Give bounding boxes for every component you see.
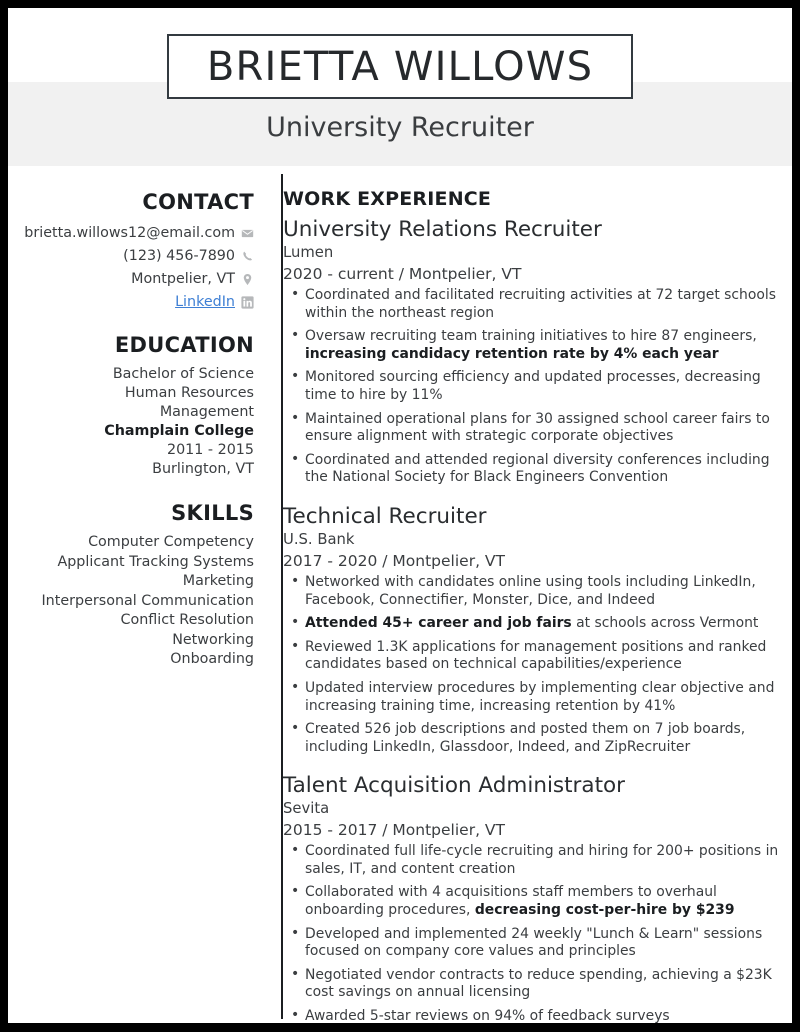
job-title: Technical Recruiter: [283, 503, 487, 529]
job-entry: [283, 503, 792, 756]
job-dates-location: 2017 - 2020 / Montpelier, VT: [283, 551, 505, 570]
job-bullet: • Coordinated and facilitated recruiting activities at 72 target schools within the northeast region: [305, 287, 792, 322]
job-role-subtitle: University Recruiter: [266, 112, 534, 143]
list-item: Marketing: [182, 573, 254, 589]
contact-item-email: [8, 222, 254, 244]
contact-email-text: brietta.willows12@email.com: [24, 225, 235, 241]
linkedin-icon[interactable]: [241, 296, 254, 309]
education-section: [8, 333, 254, 479]
education-school: Champlain College: [104, 423, 254, 439]
column-divider: [281, 174, 283, 1019]
job-bullet: • Oversaw recruiting team training initiatives to hire 87 engineers, increasing candidacy retention rate by 4% each year: [305, 328, 792, 363]
contact-section: [8, 190, 254, 313]
job-bullet-list: [283, 574, 792, 756]
skills-section: [8, 501, 254, 670]
job-dates-location: 2020 - current / Montpelier, VT: [283, 265, 522, 283]
page-title: BRIETTA WILLOWS: [206, 43, 594, 90]
education-dates: 2011 - 2015: [166, 442, 254, 458]
resume-header: [8, 8, 792, 174]
list-item: Applicant Tracking Systems: [57, 553, 254, 570]
list-item: Interpersonal Communication: [41, 592, 254, 609]
resume-body: [8, 174, 792, 1023]
job-company: Lumen: [283, 244, 334, 261]
sidebar: [8, 184, 262, 1023]
job-bullet: • Awarded 5-star reviews on 94% of feedback surveys: [305, 1008, 792, 1023]
job-bullet: • Attended 45+ career and job fairs at schools across Vermont: [305, 615, 792, 633]
job-bullet-list: [283, 287, 792, 487]
job-bullet: • Updated interview procedures by implementing clear objective and increasing training time, increasing retention by 41%: [305, 680, 792, 715]
work-experience-heading: WORK EXPERIENCE: [283, 188, 492, 210]
contact-heading: CONTACT: [142, 190, 254, 214]
skills-heading: SKILLS: [171, 501, 254, 525]
name-box: [167, 34, 633, 99]
education-field-line-1: Human Resources: [124, 385, 254, 401]
job-bullet: • Developed and implemented 24 weekly "Lunch & Learn" sessions focused on company core values and principles: [305, 926, 792, 961]
job-bullet-list: [283, 843, 792, 1023]
list-item: Conflict Resolution: [120, 612, 254, 628]
work-experience-section: [262, 184, 792, 1023]
job-company: Sevita: [283, 800, 330, 818]
job-dates-location: 2015 - 2017 / Montpelier, VT: [283, 821, 505, 840]
map-pin-icon: [241, 273, 254, 286]
job-bullet: • Negotiated vendor contracts to reduce spending, achieving a $23K cost savings on annual licensing: [305, 967, 792, 1002]
job-list: [283, 216, 792, 1023]
list-item: Computer Competency: [88, 534, 254, 550]
envelope-icon: [241, 227, 254, 240]
job-entry: [283, 216, 792, 487]
job-bullet: • Maintained operational plans for 30 assigned school career fairs to ensure alignment with strategic corporate objectives: [305, 411, 792, 446]
job-title: Talent Acquisition Administrator: [283, 773, 625, 799]
contact-item-location: [8, 268, 254, 290]
education-heading: EDUCATION: [114, 333, 254, 357]
job-bullet: • Collaborated with 4 acquisitions staff members to overhaul onboarding procedures, decreasing cost-per-hire by $239: [305, 884, 792, 919]
job-entry: [283, 772, 792, 1023]
job-company: U.S. Bank: [283, 530, 355, 548]
job-title: University Relations Recruiter: [283, 217, 602, 242]
job-bullet: • Reviewed 1.3K applications for management positions and ranked candidates based on technical capabilities/experience: [305, 639, 792, 674]
contact-item-phone: [8, 245, 254, 267]
list-item: Onboarding: [170, 651, 254, 667]
list-item: Networking: [172, 631, 254, 648]
job-bullet: • Created 526 job descriptions and posted them on 7 job boards, including LinkedIn, Glassdoor, Indeed, and ZipRecruiter: [305, 721, 792, 756]
phone-icon: [241, 250, 254, 263]
job-bullet: • Monitored sourcing efficiency and updated processes, decreasing time to hire by 11%: [305, 369, 792, 404]
contact-item-linkedin[interactable]: [8, 291, 254, 313]
resume-page: [8, 8, 792, 1023]
education-degree: Bachelor of Science: [112, 366, 254, 382]
job-bullet: • Coordinated and attended regional diversity conferences including the National Society for Black Engineers Convention: [305, 452, 792, 487]
education-field-line-2: Management: [159, 404, 254, 420]
job-bullet: • Coordinated full life-cycle recruiting and hiring for 200+ positions in sales, IT, and content creation: [305, 843, 792, 878]
linkedin-link[interactable]: LinkedIn: [175, 294, 235, 310]
job-bullet: • Networked with candidates online using tools including LinkedIn, Facebook, Connectifier, Monster, Dice, and Indeed: [305, 574, 792, 609]
contact-location-text: Montpelier, VT: [131, 271, 235, 287]
education-location: Burlington, VT: [152, 461, 254, 477]
contact-phone-text: (123) 456-7890: [123, 248, 235, 264]
